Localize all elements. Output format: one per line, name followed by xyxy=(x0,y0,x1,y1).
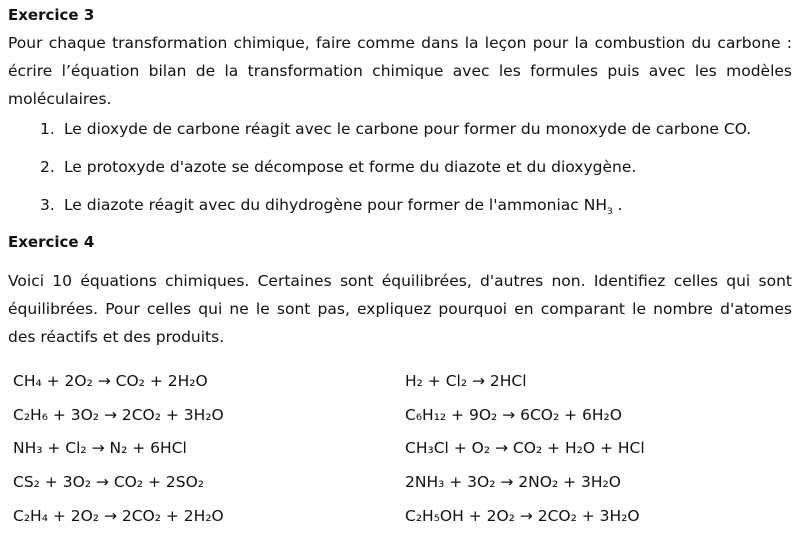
exercise-4-instructions: Voici 10 équations chimiques. Certaines sont équilibrées, d'autres non. Identifiez celles qui sont équilibrées. Pour celles qui ne le sont pas, expliquez pourquoi en comparant le nombre d'atomes des réactifs et des produits. xyxy=(8,272,792,346)
item-text: Le diazote réagit avec du dihydrogène pour former de l'ammoniac NH xyxy=(63,196,607,214)
item-text: Le dioxyde de carbone réagit avec le carbone pour former du monoxyde de carbone CO. xyxy=(63,120,752,138)
equation: C₂H₅OH + 2O₂ → 2CO₂ + 3H₂O xyxy=(405,506,640,525)
equation: C₂H₄ + 2O₂ → 2CO₂ + 2H₂O xyxy=(13,506,224,525)
item-number: 3. xyxy=(40,196,55,214)
exercise-3-instructions: Pour chaque transformation chimique, faire comme dans la leçon pour la combustion du carbone : écrire l’équation bilan de la transformation chimique avec les formules puis avec les modèles moléculaires. xyxy=(8,34,792,108)
equation: CH₄ + 2O₂ → CO₂ + 2H₂O xyxy=(13,372,208,390)
equation-column-right xyxy=(405,366,645,534)
equation: NH₃ + Cl₂ → N₂ + 6HCl xyxy=(13,439,187,458)
equation: C₂H₆ + 3O₂ → 2CO₂ + 3H₂O xyxy=(13,405,224,424)
equation-column-left xyxy=(13,366,224,534)
item-number: 2. xyxy=(40,158,55,176)
item-number: 1. xyxy=(40,120,55,138)
exercise-3-title: Exercice 3 xyxy=(8,6,95,24)
item-text: Le protoxyde d'azote se décompose et forme du diazote et du dioxygène. xyxy=(63,158,637,176)
exercise-3-list xyxy=(40,116,751,230)
equation: 2NH₃ + 3O₂ → 2NO₂ + 3H₂O xyxy=(405,473,621,492)
list-item xyxy=(40,116,751,154)
equation: H₂ + Cl₂ → 2HCl xyxy=(405,372,527,390)
equation: CH₃Cl + O₂ → CO₂ + H₂O + HCl xyxy=(405,439,645,458)
list-item xyxy=(40,154,751,192)
equation: C₆H₁₂ + 9O₂ → 6CO₂ + 6H₂O xyxy=(405,405,622,424)
list-item xyxy=(40,192,751,230)
equation: CS₂ + 3O₂ → CO₂ + 2SO₂ xyxy=(13,473,205,492)
subscript: 3 xyxy=(606,207,613,217)
item-text-end: . xyxy=(612,196,623,214)
exercise-4-title: Exercice 4 xyxy=(8,233,95,251)
